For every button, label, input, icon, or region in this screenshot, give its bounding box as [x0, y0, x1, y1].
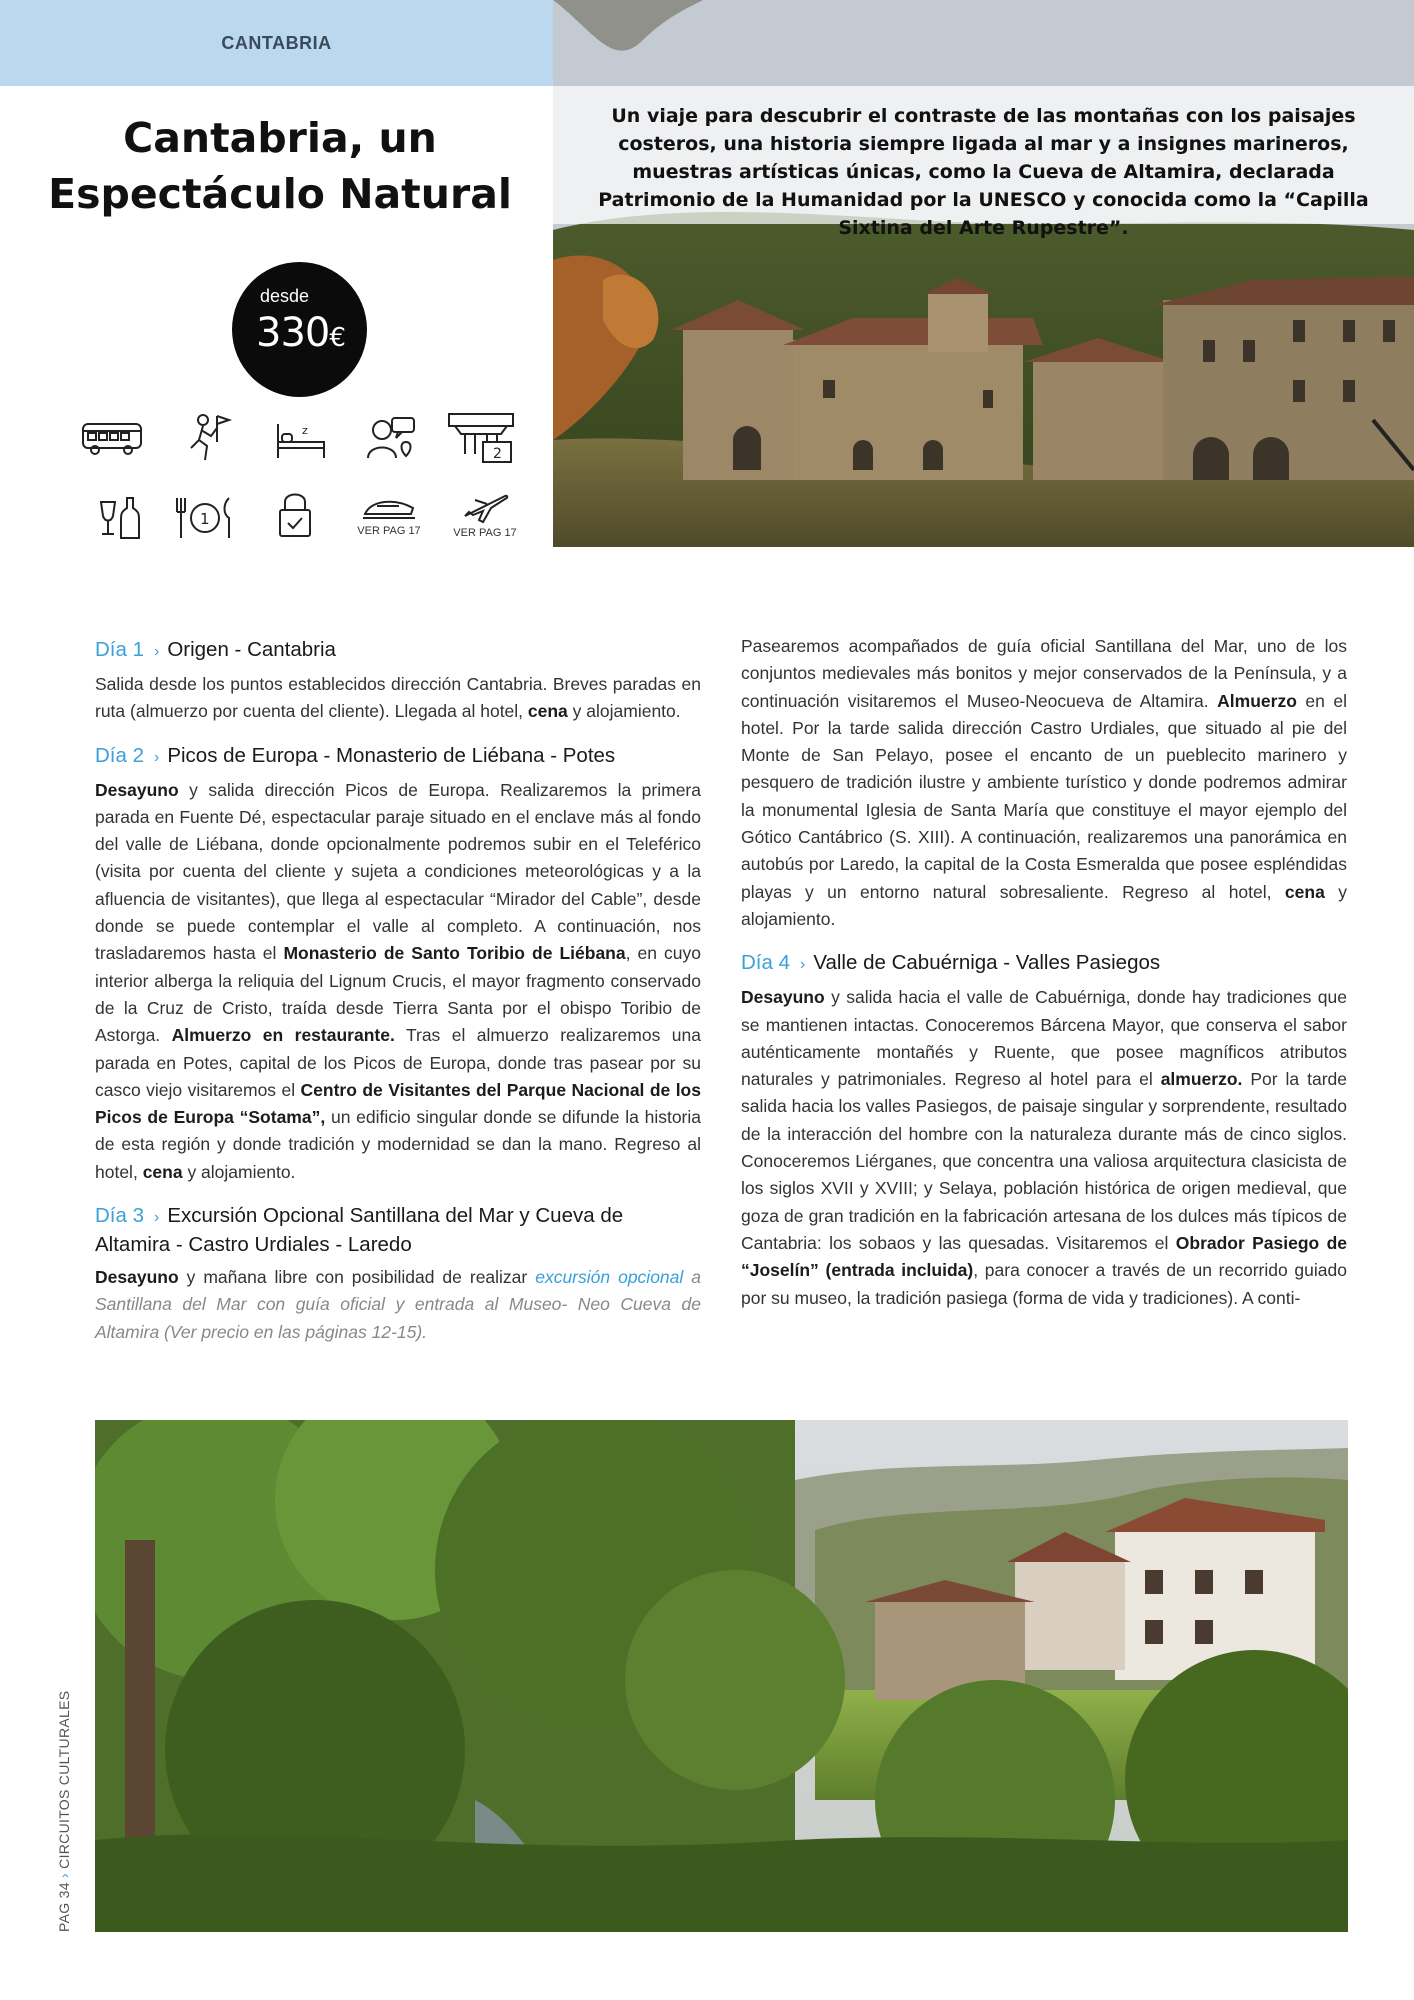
day-3-italic-note: a Santillana del Mar con guía oficial y entrada al Museo- Neo Cueva de Altamira (Ver precio en las páginas 12-15).: [95, 1267, 701, 1342]
day-3-text-a: y mañana libre con posibilidad de realizar: [178, 1267, 536, 1288]
day-4-text-c: , para conocer a través de un recorrido guiado por su museo, la tradición pasiega (forma de vida y tradiciones). A conti-: [741, 1260, 1347, 1308]
day-2-text: [95, 777, 701, 1186]
day-3-label: Día 3: [95, 1204, 144, 1228]
day-2-heading: [95, 742, 701, 771]
meal-count: 1: [200, 510, 210, 528]
day-1-text-a: Salida desde los puntos establecidos dirección Cantabria. Breves paradas en ruta (almuerzo por cuenta del cliente). Llegada al hotel,: [95, 674, 701, 722]
day-1-title: Origen - Cantabria: [167, 638, 336, 661]
day-3-bold-c: cena: [1284, 881, 1325, 902]
day-3-bold-b: Almuerzo: [1217, 690, 1297, 711]
day-2-chevron-icon: ›: [154, 748, 160, 766]
day-4-text-a: y salida hacia el valle de Cabuérniga, donde hay tradiciones que se mantienen intactas. Conoceremos Bárcena Mayor, que conserva el sabor auténticamente montañés y Ruente, que posee magníficos atributos naturales y patrimoniales. Regreso al hotel para el: [741, 987, 1347, 1090]
landscape-image-village: [95, 1420, 1348, 1932]
day-3-title: Excursión Opcional Santillana del Mar y Cueva de Altamira - Castro Urdiales - Laredo: [95, 1204, 624, 1257]
day-2-text-e: y alojamiento.: [182, 1161, 296, 1182]
day-1-heading: [95, 636, 701, 665]
monument-tickets-icon: [442, 412, 520, 468]
plane-icon: [446, 490, 524, 539]
title-line-1: Cantabria, un: [123, 114, 437, 162]
day-4-chevron-icon: ›: [800, 956, 806, 974]
day-2-text-d: un edificio singular donde se difunde la historia de esta región y donde tradición y modernidad se dan la mano. Regreso al hotel,: [95, 1107, 702, 1182]
itinerary-column-right: [741, 633, 1347, 1314]
insurance-lock-icon: [256, 490, 334, 540]
day-3-text-b: Pasearemos acompañados de guía oficial Santillana del Mar, uno de los conjuntos medievales más bonitos y mejor conservados de la Península, y a continuación visitaremos el Museo-Neocueva de Altamira.: [741, 636, 1347, 711]
train-icon: [350, 494, 428, 537]
hero-caption: [553, 86, 1414, 239]
day-2-bold-c: Almuerzo en restaurante.: [171, 1025, 395, 1046]
day-2-text-a: y salida dirección Picos de Europa. Realizaremos la primera parada en Fuente Dé, espectacular paraje situado en el enclave más al fondo del valle de Liébana, donde opcionalmente podremos subir en el Teleférico (visita por cuenta del cliente y sujeta a condiciones meteorológicas y a la afluencia de visitantes), que llega al espectacular “Mirador del Cable”, desde donde se puede contemplar el valle al completo. A continuación, nos trasladaremos hasta el: [95, 779, 701, 964]
section-name: CIRCUITOS CULTURALES: [56, 1690, 72, 1869]
svg-text:z: z: [302, 424, 308, 437]
day-2-bold-b: Monasterio de Santo Toribio de Liébana: [283, 943, 626, 964]
page-number: PAG 34: [56, 1882, 72, 1932]
day-1-bold-a: cena: [527, 701, 568, 722]
day-1-text: [95, 671, 701, 726]
region-tag: [0, 0, 553, 86]
price-currency: €: [329, 323, 345, 353]
hero-image-monastery: [553, 0, 1414, 547]
day-3-bold-a: Desayuno: [95, 1267, 179, 1288]
guide-flag-icon: [170, 412, 248, 464]
day-1-text-b: y alojamiento.: [567, 701, 681, 722]
hero-caption-text: Un viaje para descubrir el contraste de las montañas con los paisajes costeros, una historia siempre ligada al mar y a insignes marineros, muestras artísticas únicas, como la Cueva de Altamira, declarada Patrimonio de la Humanidad por la UNESCO y conocida como la “Capilla Sixtina del Arte Rupestre”.: [598, 105, 1369, 239]
hotel-bed-icon: [262, 418, 340, 462]
price-amount: [256, 310, 345, 356]
tickets-count: 2: [493, 446, 502, 462]
price-value: 330: [256, 310, 330, 356]
day-4-label: Día 4: [741, 951, 790, 975]
local-guide-icon: [352, 414, 430, 466]
meal-icon: [166, 494, 244, 542]
day-2-bold-d: Centro de Visitantes del Parque Nacional de los Picos de Europa “Sotama”,: [95, 1079, 701, 1128]
day-2-text-c: Tras el almuerzo realizaremos una parada en Potes, capital de los Picos de Europa, donde tras pasear por su casco viejo visitaremos el: [95, 1025, 701, 1100]
day-2-bold-e: cena: [142, 1161, 183, 1182]
day-2-text-b: , en cuyo interior alberga la reliquia del Lignum Crucis, el mayor fragmento conservado de la Cruz de Cristo, traída desde Tierra Santa por el obispo Toribio de Astorga.: [95, 943, 701, 1046]
day-4-text: [741, 984, 1347, 1312]
day-3-text-continued: [741, 633, 1347, 933]
price-badge: [232, 262, 367, 397]
day-1-label: Día 1: [95, 638, 144, 661]
day-2-label: Día 2: [95, 743, 144, 767]
day-4-bold-b: almuerzo.: [1160, 1069, 1243, 1090]
bus-icon: [74, 418, 152, 458]
day-4-heading: [741, 949, 1347, 978]
day-3-text-c: en el hotel. Por la tarde salida dirección Castro Urdiales, que situado al pie del Monte de San Pelayo, posee el encanto de un pueblecito marinero y pesquero de tradición ilustre y ambiente turístico y donde podremos admirar la monumental Iglesia de Santa María que constituye el mayor ejemplo del Gótico Cantábrico (S. XIII). A continuación, realizaremos una panorámica en autobús por Laredo, la capital de la Costa Esmeralda que posee espléndidas playas y un entorno natural sobresaliente. Regreso al hotel,: [741, 690, 1348, 902]
wine-drinks-icon: [80, 494, 158, 542]
footer-chevron-icon: ›: [56, 1873, 72, 1878]
day-4-bold-c: Obrador Pasiego de “Joselín” (entrada incluida): [741, 1232, 1347, 1281]
itinerary-column-left: [95, 630, 701, 1348]
day-3-text-start: [95, 1264, 701, 1346]
day-3-text-d: y alojamiento.: [741, 881, 1347, 929]
train-page-ref: VER PAG 17: [357, 525, 421, 537]
day-3-chevron-icon: ›: [154, 1209, 160, 1227]
day-2-bold-a: Desayuno: [95, 779, 179, 800]
day-3-heading: [95, 1202, 701, 1258]
optional-excursion-link[interactable]: excursión opcional: [535, 1267, 684, 1288]
plane-page-ref: VER PAG 17: [453, 527, 517, 539]
price-from-label: desde: [260, 286, 310, 306]
day-4-title: Valle de Cabuérniga - Valles Pasiegos: [813, 951, 1161, 975]
page-title: [40, 110, 520, 222]
day-4-text-b: Por la tarde salida hacia los valles Pasiegos, de paisaje singular y sorprendente, resultado de la interacción del hombre con la naturaleza durante más de cinco siglos. Conoceremos Liérganes, que concentra una valiosa arquitectura clasicista de los siglos XVII y XVIII; y Selaya, población histórica de origen medieval, que goza de gran tradición en la fabricación artesana de los dulces más típicos de Cantabria: los sobaos y las quesadas. Visitaremos el: [741, 1069, 1347, 1253]
region-label: CANTABRIA: [221, 32, 332, 53]
page-footer-label: [56, 1691, 72, 1932]
day-4-bold-a: Desayuno: [741, 987, 825, 1008]
day-1-chevron-icon: ›: [154, 643, 160, 660]
day-2-title: Picos de Europa - Monasterio de Liébana - Potes: [167, 743, 616, 767]
title-line-2: Espectáculo Natural: [48, 170, 512, 218]
